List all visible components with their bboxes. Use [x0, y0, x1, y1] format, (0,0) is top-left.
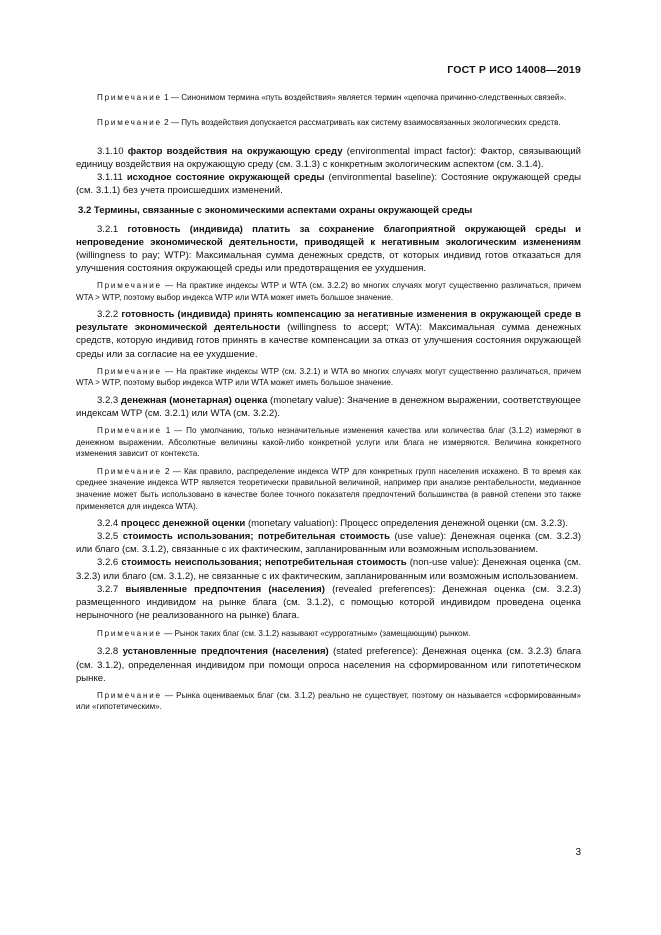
note-label: Примечание — [97, 628, 162, 638]
term-number: 3.2.4 — [97, 518, 119, 530]
note-label: Примечание — [97, 366, 162, 376]
page-number: 3 — [575, 847, 581, 858]
term-text: (willingness to accept; WTA): Максимальная сумма денежных средств, которую индивид готов принять в качестве компенсации за отказ от улучшения состояния окружающей среды или за согласие на ее ухудшение. — [76, 322, 581, 360]
term-definition — [76, 145, 581, 171]
term-number: 3.1.11 — [97, 172, 123, 184]
term-text: (monetary value): Значение в денежном выражении, соответствующее индексам WTP (см. 3.2.1) или WTA (см. 3.2.2). — [76, 394, 581, 419]
term-title: стоимость неиспользования; непотребительная стоимость — [121, 557, 407, 569]
term-title: исходное состояние окружающей среды — [126, 172, 325, 184]
note: Примечание 1 — Синонимом термина «путь воздействия» является термин «цепочка причинно-следственных связей». — [97, 93, 567, 102]
note-label: Примечание — [97, 425, 162, 435]
term-definition — [76, 645, 581, 684]
note-text: Рынка оцениваемых благ (см. 3.1.2) реально не существует, поэтому он называется «сформированным» или «гипотетическим». — [76, 690, 582, 712]
term-number: 3.2.8 — [97, 646, 119, 658]
note-label: Примечание — [97, 690, 162, 700]
term-text: (use value): Денежная оценка (см. 3.2.3) или благо (см. 3.1.2), связанные с их фактическим, запланированным или возможным использованием. — [76, 531, 582, 556]
term-definition — [76, 171, 581, 197]
term-title: готовность (индивида) платить за сохранение благоприятной окружающей среды и непроведение экономической деятельности, приводящей к негативным экологическим изменениям — [76, 223, 582, 248]
term-title: процесс денежной оценки — [120, 518, 246, 530]
term-number: 3.2.6 — [97, 557, 119, 569]
term-definition — [76, 223, 581, 275]
standard-header: ГОСТ Р ИСО 14008—2019 — [447, 64, 581, 76]
term-number: 3.2.2 — [97, 309, 119, 321]
term-title: готовность (индивида) принять компенсацию за негативные изменения в окружающей среде в результате экономической деятельности — [76, 309, 582, 334]
term-definition — [76, 556, 581, 582]
page-content — [76, 92, 581, 713]
note-text: На практике индексы WTP (см. 3.2.1) и WTA во многих случаях могут существенно различаться, причем WTA > WTP, поэтому выбор индекса WTP или WTA может иметь большое значение. — [76, 366, 582, 388]
term-text: (revealed preferences): Денежная оценка (см. 3.2.3) размещенного индивидом на рынке блага (см. 3.1.2), с помощью которой индивидом проведена оценка нерыночного (не реализованного на рынке) блага. — [76, 583, 581, 621]
term-text: (environmental impact factor): Фактор, связывающий единицу воздействия на окружающую среду (см. 3.1.3) с конкретным экологическим аспектом (см. 3.1.4). — [76, 146, 581, 171]
note-text: Как правило, распределение индекса WTP для конкретных групп населения искажено. В то время как среднее значение индекса WTP является теоретически правильной величиной, например при анализе рентабельности, медианное значение может быть использовано в качестве более точного показателя предпочтений большинства (в равной степени это также применяется для индекса WTA). — [76, 466, 582, 511]
note-number: 1 — [164, 93, 169, 102]
note-label: Примечание — [97, 93, 162, 102]
note: Примечание 2 — Как правило, распределение индекса WTP для конкретных групп населения искажено. В то время как среднее значение индекса WTP является теоретически правильной величиной, например при анализе рентабельности, медианное значение может быть использовано в качестве более точного показателя предпочтений большинства (в равной степени это также применяется для индекса WTA). — [76, 466, 582, 511]
term-text: (monetary valuation): Процесс определения денежной оценки (см. 3.2.3). — [247, 518, 568, 530]
term-number: 3.2.5 — [97, 531, 119, 543]
term-title: установленные предпочтения (населения) — [122, 646, 329, 658]
note: Примечание 1 — По умолчанию, только незначительные изменения качества или количества благ (3.1.2) измеряют в денежном выражении. Абсолютные величины какой-либо конкретной услуги или блага не измеряются. Величина конкретного изменения зависит от контекста. — [76, 425, 581, 459]
note-number: 1 — [165, 425, 171, 435]
note: Примечание — Рынок таких благ (см. 3.1.2) называют «суррогатным» (замещающим) рынком. — [97, 628, 471, 638]
term-definition — [76, 394, 581, 420]
note-text: Путь воздействия допускается рассматривать как систему взаимосвязанных экологических средств. — [181, 117, 561, 127]
note-label: Примечание — [97, 466, 162, 476]
section-heading: 3.2 Термины, связанные с экономическими аспектами охраны окружающей среды — [78, 204, 473, 216]
note-text: По умолчанию, только незначительные изменения качества или количества благ (3.1.2) измеряют в денежном выражении. Абсолютные величины какой-либо конкретной услуги или блага не измеряются. Величина конкретного изменения зависит от контекста. — [76, 425, 581, 459]
term-text: (stated preference): Денежная оценка (см. 3.2.3) блага (см. 3.1.2), определенная индивидом при помощи опроса населения на сформированном или гипотетическом рынке. — [76, 646, 582, 684]
note-label: Примечание — [97, 281, 162, 291]
term-number: 3.2.1 — [97, 223, 119, 235]
term-text: (willingness to pay; WTP): Максимальная сумма денежных средств, от которых индивид готов отказаться для улучшения состояния окружающей среды или предотвращения ее ухудшения. — [76, 249, 581, 274]
term-title: фактор воздействия на окружающую среду — [127, 146, 343, 158]
note-text: На практике индексы WTP и WTA (см. 3.2.2) во многих случаях могут существенно различаться, причем WTA > WTP, поэтому выбор индекса WTP или WTA может иметь большое значение. — [76, 281, 582, 302]
term-number: 3.1.10 — [97, 146, 124, 158]
term-number: 3.2.3 — [97, 394, 119, 406]
note: Примечание — На практике индексы WTP (см. 3.2.1) и WTA во многих случаях могут существенно различаться, причем WTA > WTP, поэтому выбор индекса WTP или WTA может иметь большое значение. — [76, 366, 582, 388]
term-title: стоимость использования; потребительная стоимость — [122, 531, 390, 543]
term-text: (non-use value): Денежная оценка (см. 3.2.3) или благо (см. 3.1.2), не связанные с их фактическим, запланированным или возможным использованием. — [76, 557, 582, 582]
note-label: Примечание — [97, 117, 162, 127]
term-definition — [76, 583, 581, 622]
term-number: 3.2.7 — [97, 583, 119, 595]
note: Примечание — На практике индексы WTP и WTA (см. 3.2.2) во многих случаях могут существенно различаться, причем WTA > WTP, поэтому выбор индекса WTP или WTA может иметь большое значение. — [76, 281, 582, 302]
note-text: Рынок таких благ (см. 3.1.2) называют «суррогатным» (замещающим) рынком. — [174, 628, 471, 638]
term-definition — [76, 517, 581, 530]
note: Примечание — Рынка оцениваемых благ (см. 3.1.2) реально не существует, поэтому он называется «сформированным» или «гипотетическим». — [76, 690, 582, 712]
note-number: 2 — [165, 466, 170, 476]
note: Примечание 2 — Путь воздействия допускается рассматривать как систему взаимосвязанных экологических средств. — [97, 117, 561, 127]
term-definition — [76, 308, 581, 360]
note-number: 2 — [164, 117, 169, 127]
term-definition — [76, 530, 581, 556]
term-text: (environmental baseline): Состояние окружающей среды (см. 3.1.1) без учета происшедших изменений. — [76, 172, 581, 197]
note-text: Синонимом термина «путь воздействия» является термин «цепочка причинно-следственных связей». — [181, 93, 567, 102]
term-title: денежная (монетарная) оценка — [120, 394, 268, 406]
term-title: выявленные предпочтения (населения) — [125, 583, 325, 595]
